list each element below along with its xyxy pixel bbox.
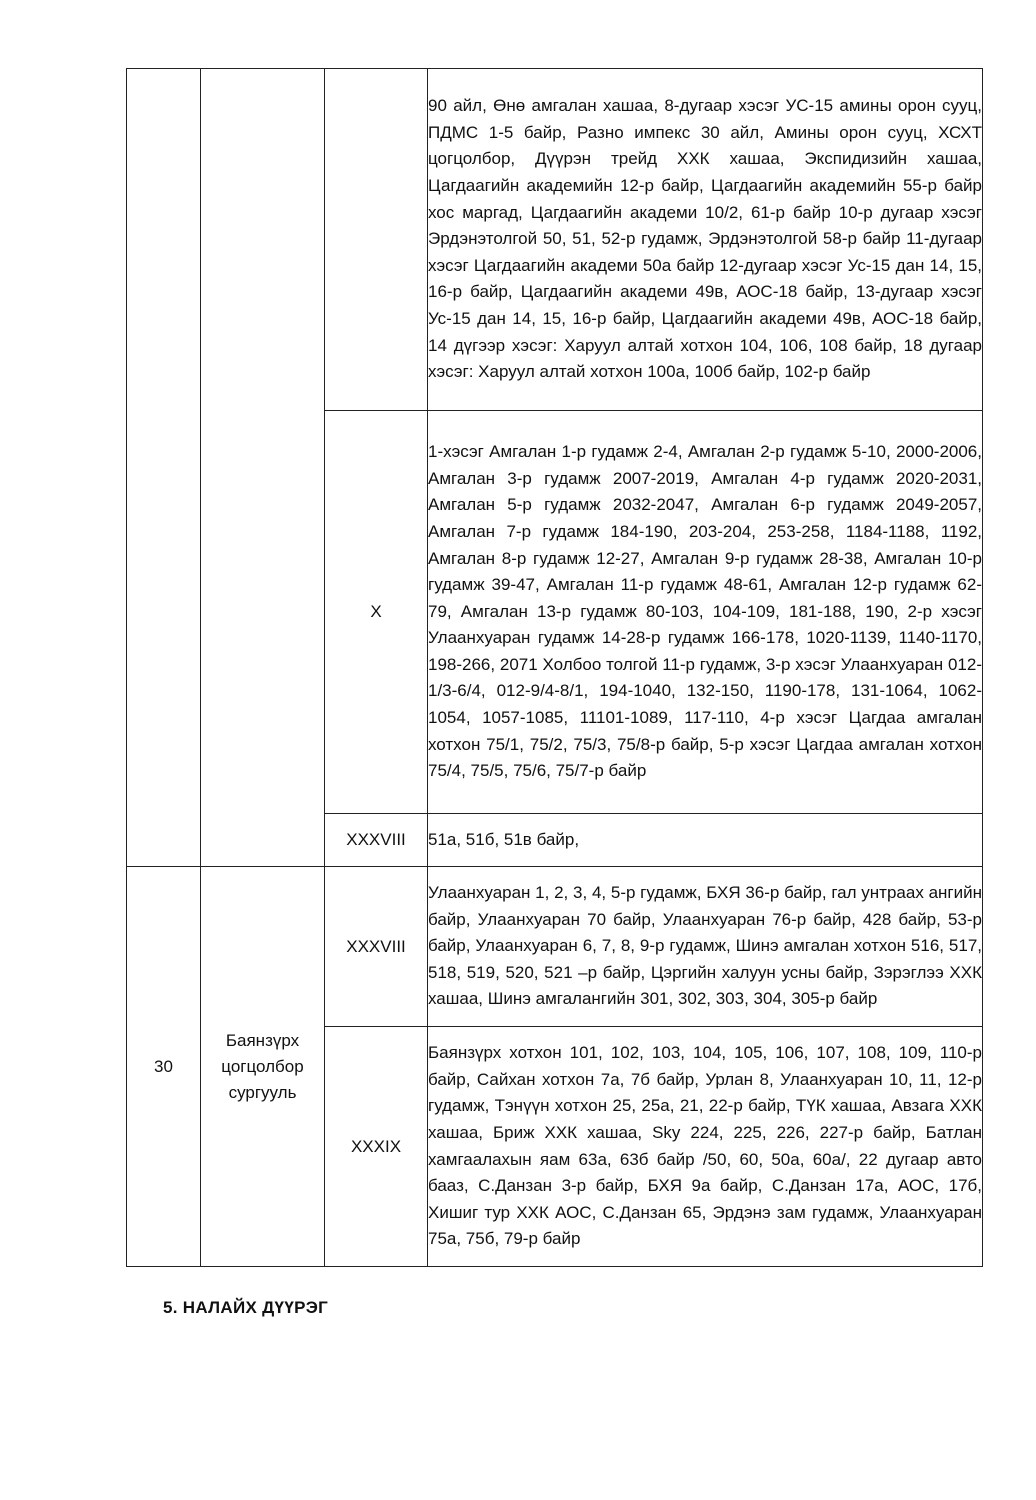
table-row xyxy=(127,69,983,411)
section-cell: X xyxy=(325,411,428,814)
table-row xyxy=(127,867,983,1027)
section-cell xyxy=(325,69,428,411)
address-cell: Улаанхуаран 1, 2, 3, 4, 5-р гудамж, БХЯ 36-р байр, гал унтраах ангийн байр, Улаанхуаран 70 байр, Улаанхуаран 76-р байр, 428 байр, 53-р байр, Улаанхуаран 6, 7, 8, 9-р гудамж, Шинэ амгалан хотхон 516, 517, 518, 519, 520, 521 –р байр, Цэргийн халуун усны байр, Зэрэглээ ХХК хашаа, Шинэ амгалангийн 301, 302, 303, 304, 305-р байр xyxy=(428,867,983,1027)
school-name-cell xyxy=(201,69,325,867)
address-cell: 90 айл, Өнө амгалан хашаа, 8-дугаар хэсэг УС-15 амины орон сууц, ПДМС 1-5 байр, Разно импекс 30 айл, Амины орон сууц, ХСХТ цогцолбор, Дүүрэн трейд ХХК хашаа, Экспидизийн хашаа, Цагдаагийн академийн 12-р байр, Цагдаагийн академийн 55-р байр хос маргад, Цагдаагийн академи 10/2, 61-р байр 10-р дугаар хэсэг Эрдэнэтолгой 50, 51, 52-р гудамж, Эрдэнэтолгой 58-р байр 11-дугаар хэсэг Цагдаагийн академи 50а байр 12-дугаар хэсэг Ус-15 дан 14, 15, 16-р байр, Цагдаагийн академи 49в, АОС-18 байр, 13-дугаар хэсэг Ус-15 дан 14, 15, 16-р байр, Цагдаагийн академи 49в, АОС-18 байр, 14 дүгээр хэсэг: Харуул алтай хотхон 104, 106, 108 байр, 18 дугаар хэсэг: Харуул алтай хотхон 100а, 100б байр, 102-р байр xyxy=(428,69,983,411)
section-cell: XXXIX xyxy=(325,1027,428,1267)
school-number-cell xyxy=(127,69,201,867)
address-cell: 51а, 51б, 51в байр, xyxy=(428,814,983,867)
school-number-cell: 30 xyxy=(127,867,201,1267)
section-cell: XXXVIII xyxy=(325,814,428,867)
address-cell: Баянзүрх хотхон 101, 102, 103, 104, 105, 106, 107, 108, 109, 110-р байр, Сайхан хотхон 7а, 7б байр, Урлан 8, Улаанхуаран 10, 11, 12-р гудамж, Тэнүүн хотхон 25, 25а, 21, 22-р байр, ТҮК хашаа, Авзага ХХК хашаа, Бриж ХХК хашаа, Sky 224, 225, 226, 227-р байр, Батлан хамгаалахын яам 63а, 63б байр /50, 60, 50а, 60а/, 22 дугаар авто бааз, С.Данзан 3-р байр, БХЯ 9а байр, С.Данзан 17а, АОС, 17б, Хишиг тур ХХК АОС, С.Данзан 65, Эрдэнэ зам гудамж, Улаанхуаран 75а, 75б, 79-р байр xyxy=(428,1027,983,1267)
section-heading: 5. НАЛАЙХ ДҮҮРЭГ xyxy=(163,1298,329,1317)
school-name-cell: Баянзүрх цогцолбор сургууль xyxy=(201,867,325,1267)
address-cell: 1-хэсэг Амгалан 1-р гудамж 2-4, Амгалан 2-р гудамж 5-10, 2000-2006, Амгалан 3-р гудамж 2007-2019, Амгалан 4-р гудамж 2020-2031, Амгалан 5-р гудамж 2032-2047, Амгалан 6-р гудамж 2049-2057, Амгалан 7-р гудамж 184-190, 203-204, 253-258, 1184-1188, 1192, Амгалан 8-р гудамж 12-27, Амгалан 9-р гудамж 28-38, Амгалан 10-р гудамж 39-47, Амгалан 11-р гудамж 48-61, Амгалан 12-р гудамж 62-79, Амгалан 13-р гудамж 80-103, 104-109, 181-188, 190, 2-р хэсэг Улаанхуаран гудамж 14-28-р гудамж 166-178, 1020-1139, 1140-1170, 198-266, 2071 Холбоо толгой 11-р гудамж, 3-р хэсэг Улаанхуаран 012-1/3-6/4, 012-9/4-8/1, 194-1040, 132-150, 1190-178, 131-1064, 1062-1054, 1057-1085, 11101-1089, 117-110, 4-р хэсэг Цагдаа амгалан хотхон 75/1, 75/2, 75/3, 75/8-р байр, 5-р хэсэг Цагдаа амгалан хотхон 75/4, 75/5, 75/6, 75/7-р байр xyxy=(428,411,983,814)
district-table xyxy=(126,68,983,1267)
section-cell: XXXVIII xyxy=(325,867,428,1027)
